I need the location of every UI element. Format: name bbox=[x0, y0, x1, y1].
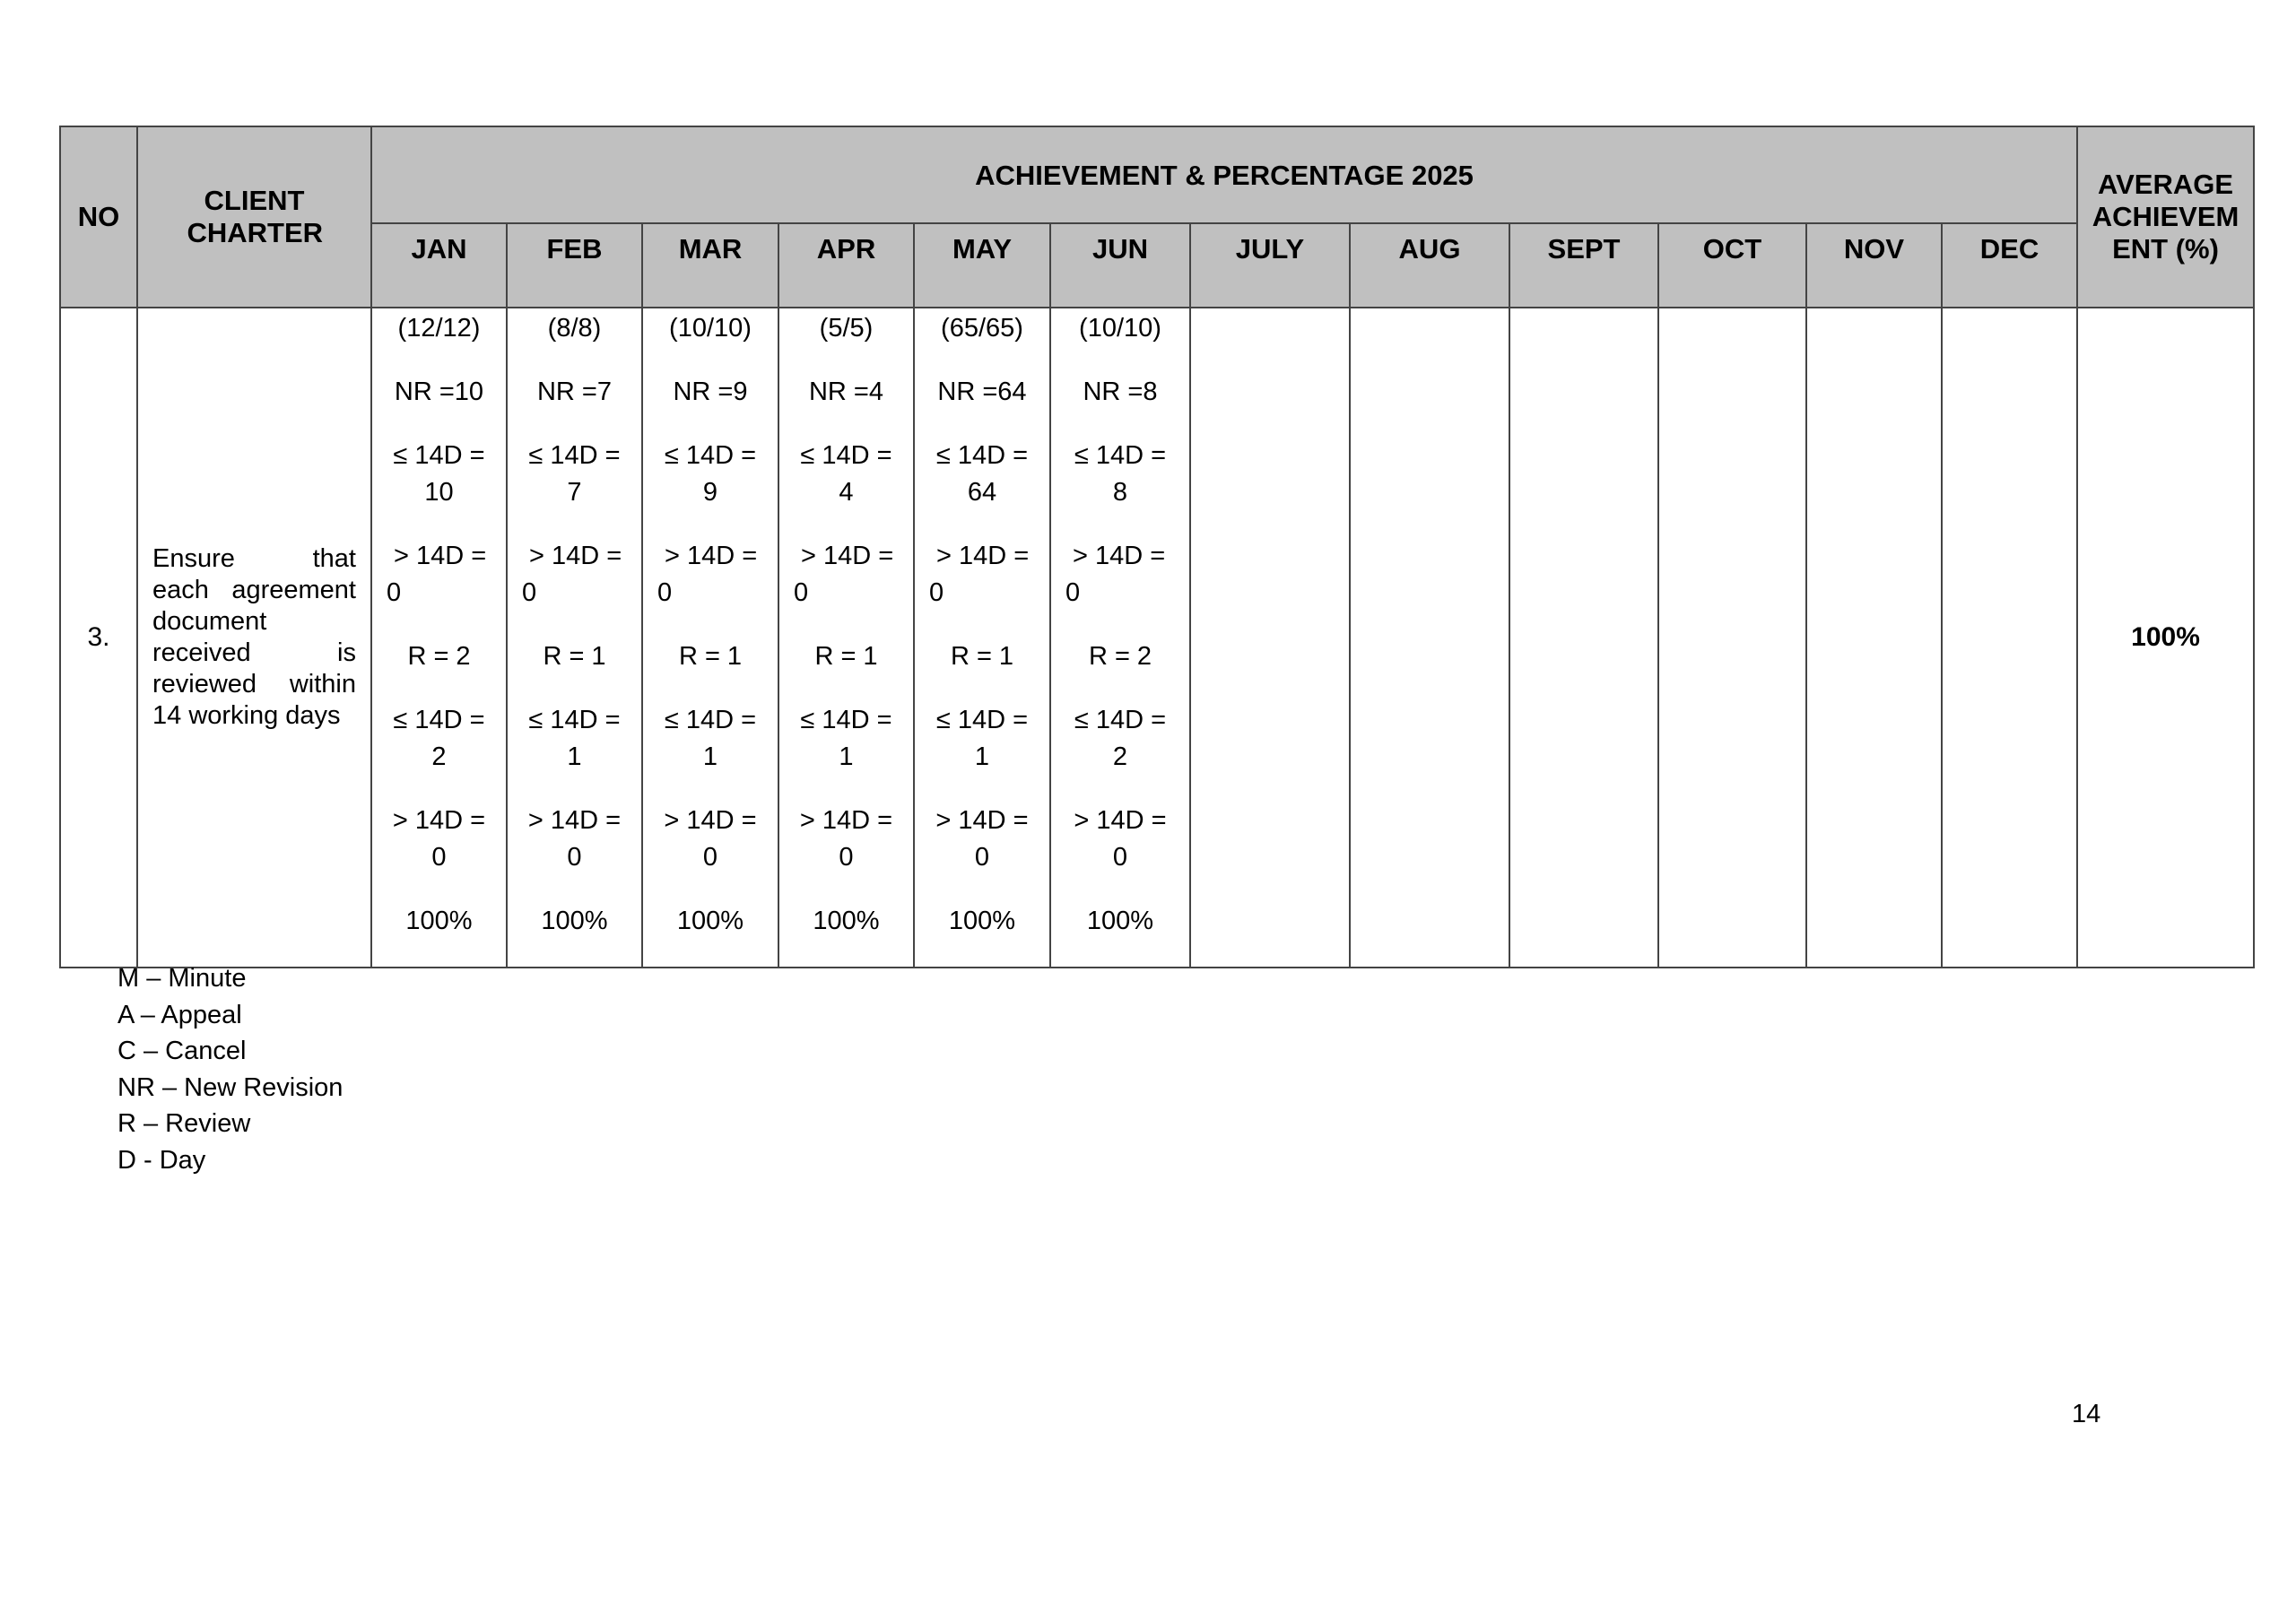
header-month-jun: JUN bbox=[1050, 223, 1190, 308]
r-within-14d: ≤ 14D = 2 bbox=[1074, 706, 1167, 771]
percentage: 100% bbox=[948, 907, 1016, 935]
ratio: (12/12) bbox=[397, 314, 481, 343]
r-within-14d: ≤ 14D = 1 bbox=[935, 706, 1029, 771]
nr-within-14d: ≤ 14D = 10 bbox=[393, 441, 485, 507]
r-count: R = 2 bbox=[1088, 642, 1152, 671]
month-cell-apr bbox=[778, 308, 914, 968]
nr-within-14d: ≤ 14D = 8 bbox=[1074, 441, 1167, 507]
nr-count: NR =9 bbox=[673, 378, 748, 406]
month-cell-july bbox=[1190, 308, 1350, 968]
charter-line: 14 working days bbox=[152, 701, 341, 730]
header-month-jan: JAN bbox=[371, 223, 507, 308]
month-cell-nov bbox=[1806, 308, 1942, 968]
nr-over-14d: > 14D = 0 bbox=[1065, 542, 1166, 607]
legend-item: D - Day bbox=[117, 1145, 206, 1175]
header-month-apr: APR bbox=[778, 223, 914, 308]
charter-line: document bbox=[152, 607, 267, 636]
nr-count: NR =8 bbox=[1083, 378, 1158, 406]
header-month-aug: AUG bbox=[1350, 223, 1509, 308]
ratio: (10/10) bbox=[1079, 314, 1161, 343]
row-number: 3. bbox=[60, 308, 137, 968]
achievement-table bbox=[59, 126, 2255, 968]
nr-over-14d: > 14D = 0 bbox=[657, 542, 758, 607]
client-charter-text bbox=[137, 308, 371, 968]
month-cell-aug bbox=[1350, 308, 1509, 968]
header-month-oct: OCT bbox=[1658, 223, 1806, 308]
nr-over-14d: > 14D = 0 bbox=[929, 542, 1030, 607]
month-cell-feb bbox=[507, 308, 642, 968]
percentage: 100% bbox=[813, 907, 880, 935]
nr-within-14d: ≤ 14D = 9 bbox=[664, 441, 757, 507]
month-cell-dec bbox=[1942, 308, 2077, 968]
header-client-charter: CLIENT CHARTER bbox=[137, 126, 371, 308]
ratio: (5/5) bbox=[819, 314, 874, 343]
legend-item: C – Cancel bbox=[117, 1037, 247, 1065]
legend-item: R – Review bbox=[117, 1109, 251, 1138]
legend-item: A – Appeal bbox=[117, 1000, 242, 1029]
header-month-may: MAY bbox=[914, 223, 1050, 308]
r-count: R = 1 bbox=[678, 642, 743, 671]
percentage: 100% bbox=[676, 907, 744, 935]
percentage: 100% bbox=[1086, 907, 1154, 935]
month-cell-oct bbox=[1658, 308, 1806, 968]
charter-line: Ensure that bbox=[152, 544, 356, 573]
nr-within-14d: ≤ 14D = 4 bbox=[800, 441, 892, 507]
header-month-sept: SEPT bbox=[1509, 223, 1658, 308]
legend bbox=[117, 960, 343, 1178]
percentage: 100% bbox=[541, 907, 608, 935]
month-cell-may bbox=[914, 308, 1050, 968]
ratio: (8/8) bbox=[547, 314, 602, 343]
header-month-nov: NOV bbox=[1806, 223, 1942, 308]
r-count: R = 1 bbox=[950, 642, 1014, 671]
charter-line: each agreement bbox=[152, 576, 356, 604]
r-count: R = 1 bbox=[543, 642, 606, 671]
r-over-14d: > 14D = 0 bbox=[1074, 806, 1167, 872]
month-cell-sept bbox=[1509, 308, 1658, 968]
nr-over-14d: > 14D = 0 bbox=[522, 542, 622, 607]
legend-item: NR – New Revision bbox=[117, 1072, 344, 1102]
r-within-14d: ≤ 14D = 1 bbox=[800, 706, 892, 771]
header-no: NO bbox=[60, 126, 137, 308]
nr-count: NR =7 bbox=[536, 378, 612, 406]
nr-over-14d: > 14D = 0 bbox=[794, 542, 894, 607]
header-month-mar: MAR bbox=[642, 223, 778, 308]
r-over-14d: > 14D = 0 bbox=[527, 806, 622, 872]
month-cell-jan bbox=[371, 308, 507, 968]
r-over-14d: > 14D = 0 bbox=[935, 806, 1029, 872]
r-count: R = 1 bbox=[814, 642, 878, 671]
r-over-14d: > 14D = 0 bbox=[664, 806, 757, 872]
charter-line: received is bbox=[152, 638, 356, 667]
nr-count: NR =64 bbox=[937, 378, 1027, 406]
charter-line: reviewed within bbox=[152, 670, 356, 699]
r-count: R = 2 bbox=[407, 642, 471, 671]
nr-count: NR =10 bbox=[394, 378, 484, 406]
ratio: (10/10) bbox=[669, 314, 752, 343]
r-over-14d: > 14D = 0 bbox=[392, 806, 486, 872]
nr-within-14d: ≤ 14D = 64 bbox=[935, 441, 1029, 507]
page-number: 14 bbox=[2072, 1400, 2101, 1428]
nr-over-14d: > 14D = 0 bbox=[387, 542, 487, 607]
nr-count: NR =4 bbox=[808, 378, 883, 406]
header-month-feb: FEB bbox=[507, 223, 642, 308]
r-over-14d: > 14D = 0 bbox=[799, 806, 893, 872]
percentage: 100% bbox=[405, 907, 473, 935]
r-within-14d: ≤ 14D = 1 bbox=[528, 706, 621, 771]
month-cell-mar bbox=[642, 308, 778, 968]
ratio: (65/65) bbox=[941, 314, 1023, 343]
month-cell-jun bbox=[1050, 308, 1190, 968]
legend-item: M – Minute bbox=[117, 964, 247, 993]
header-achievement-title: ACHIEVEMENT & PERCENTAGE 2025 bbox=[371, 126, 2077, 223]
header-month-dec: DEC bbox=[1942, 223, 2077, 308]
r-within-14d: ≤ 14D = 1 bbox=[664, 706, 757, 771]
header-month-july: JULY bbox=[1190, 223, 1350, 308]
header-average: AVERAGE ACHIEVEM ENT (%) bbox=[2077, 126, 2254, 308]
r-within-14d: ≤ 14D = 2 bbox=[393, 706, 485, 771]
table-row bbox=[60, 308, 2254, 968]
nr-within-14d: ≤ 14D = 7 bbox=[528, 441, 621, 507]
average-achievement: 100% bbox=[2077, 308, 2254, 968]
